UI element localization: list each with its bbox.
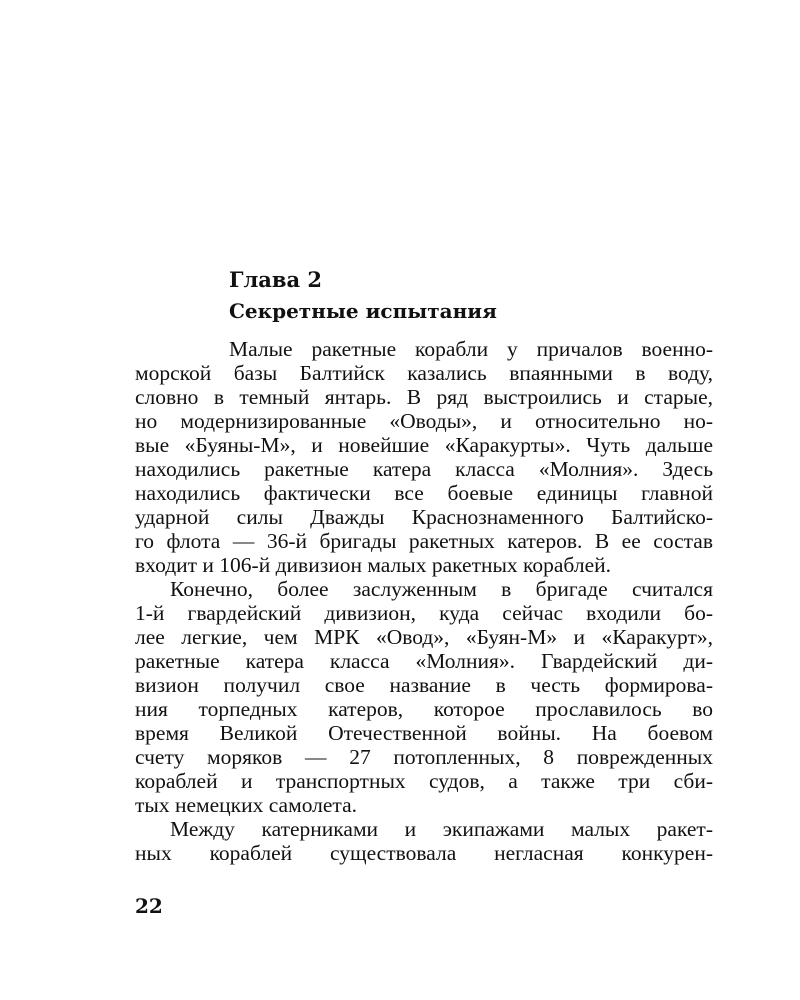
text-line: визион получил свое название в честь формирова- [135, 673, 713, 697]
chapter-title: Секретные испытания [229, 299, 497, 323]
text-line: время Великой Отечественной войны. На боевом [135, 721, 713, 745]
text-line: но модернизированные «Оводы», и относительно но- [135, 409, 713, 433]
text-line: ния торпедных катеров, которое прославилось во [135, 697, 713, 721]
text-line: лее легкие, чем МРК «Овод», «Буян-М» и «Каракурт», [135, 625, 713, 649]
text-line: кораблей и транспортных судов, а также три сби- [135, 769, 713, 793]
text-line: находились ракетные катера класса «Молния». Здесь [135, 457, 713, 481]
text-line: находились фактически все боевые единицы главной [135, 481, 713, 505]
text-line: ракетные катера класса «Молния». Гвардейский ди- [135, 649, 713, 673]
text-line: ных кораблей существовала негласная конкурен- [135, 841, 713, 865]
text-line: словно в темный янтарь. В ряд выстроились и старые, [135, 385, 713, 409]
text-line: вые «Буяны-М», и новейшие «Каракурты». Чуть дальше [135, 433, 713, 457]
text-line: Малые ракетные корабли у причалов военно- [229, 337, 713, 361]
text-line: тых немецких самолета. [135, 793, 358, 817]
text-line: ударной силы Дважды Краснознаменного Балтийско- [135, 505, 713, 529]
page-number: 22 [135, 894, 163, 918]
text-line: 1-й гвардейский дивизион, куда сейчас входили бо- [135, 601, 713, 625]
text-line: го флота — 36-й бригады ракетных катеров. В ее состав [135, 529, 713, 553]
text-line: входит и 106-й дивизион малых ракетных кораблей. [135, 553, 611, 577]
chapter-number: Глава 2 [229, 267, 323, 292]
text-line: Между катерниками и экипажами малых ракет- [170, 817, 713, 841]
text-line: Конечно, более заслуженным в бригаде считался [170, 577, 713, 601]
text-line: счету моряков — 27 потопленных, 8 поврежденных [135, 745, 713, 769]
text-line: морской базы Балтийск казались впаянными в воду, [135, 361, 713, 385]
